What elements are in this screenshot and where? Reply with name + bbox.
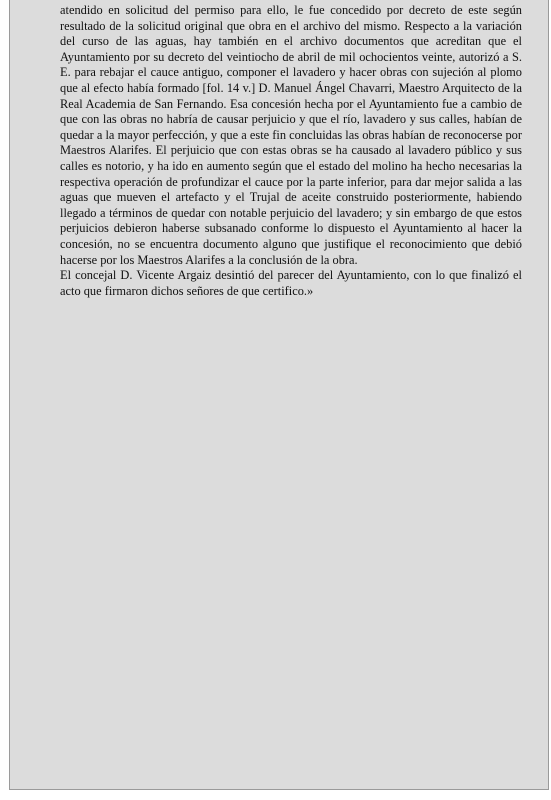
document-page [9, 0, 549, 790]
document-body [60, 3, 522, 299]
paragraph-2: El concejal D. Vicente Argaiz desintió del parecer del Ayuntamiento, con lo que finalizó el acto que firmaron dichos señores de que certifico.» [60, 268, 522, 298]
paragraph-1: atendido en solicitud del permiso para ello, le fue concedido por decreto de este según resultado de la solicitud original que obra en el archivo del mismo. Respecto a la variación del curso de las aguas, hay también en el archivo documentos que acreditan que el Ayuntamiento por su decreto del veintiocho de abril de mil ochocientos veinte, autorizó a S. E. para rebajar el cauce antiguo, componer el lavadero y hacer obras con sujeción al plomo que al efecto había formado [fol. 14 v.] D. Manuel Ángel Chavarri, Maestro Arquitecto de la Real Academia de San Fernando. Esa concesión hecha por el Ayuntamiento fue a cambio de que con las obras no habría de causar perjuicio y que el río, lavadero y sus calles, habían de quedar a la mayor perfección, y que a este fin concluidas las obras habían de reconocerse por Maestros Alarifes. El perjuicio que con estas obras se ha causado al lavadero público y sus calles es notorio, y ha ido en aumento según que el estado del molino ha hecho necesarias la respectiva operación de profundizar el cauce por la parte inferior, para dar mejor salida a las aguas que mueven el artefacto y el Trujal de aceite construido posteriormente, habiendo llegado a términos de quedar con notable perjuicio del lavadero; y sin embargo de que estos perjuicios debieron haberse subsanado conforme lo dispuesto el Ayuntamiento al hacer la concesión, no se encuentra documento alguno que justifique el reconocimiento que debió hacerse por los Maestros Alarifes a la conclusión de la obra. [60, 3, 522, 267]
